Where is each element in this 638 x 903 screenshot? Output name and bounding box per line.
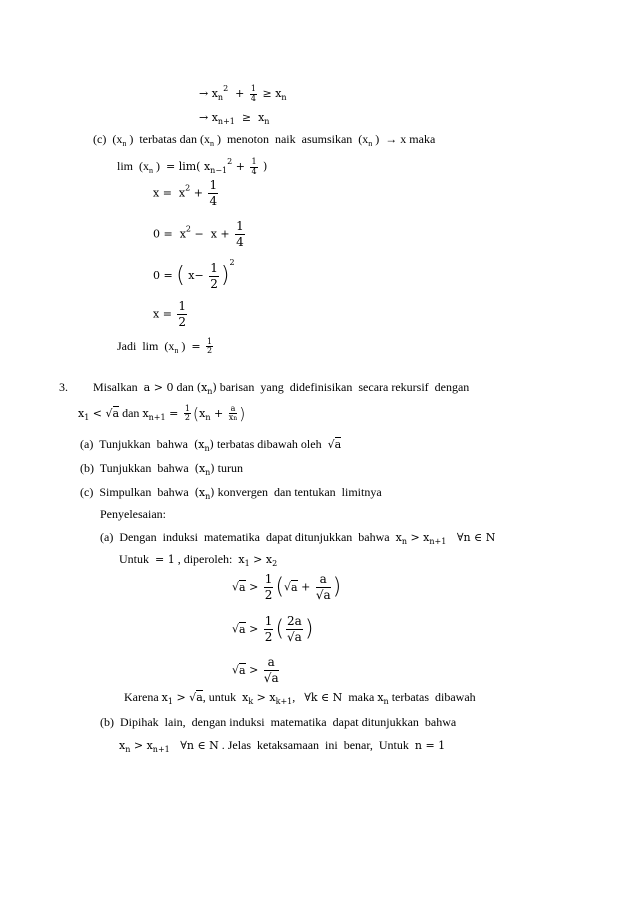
recursive-definition: $x_1 < √a$ dan $x_{n+1}$ = $\frac{1}{2}$ ($x_n$ + $\frac{a}{xn}$ ) <box>78 403 246 423</box>
question-a: (a) Tunjukkan bahwa $(x_n)$ terbatas dibawah oleh √a <box>80 437 342 453</box>
solution-b: (b) Dipihak lain, dengan induksi matematika dapat ditunjukkan bahwa <box>100 715 457 729</box>
lim-equation: $\lim (x_n$ ) = lim( $x_{n-1}^2$ + $\frac{1}{4}$ ) <box>117 157 268 176</box>
conclusion-jadi: Jadi $\lim (x_n$ ) = $\frac{1}{2}$ <box>117 337 213 356</box>
solution-a: (a) Dengan induksi matematika dapat ditunjukkan bahwa $x_n > x_{n+1}$ ∀n ∈ N <box>100 530 496 546</box>
karena-line: Karena $x_1 > √a$, untuk $x_k > x_{k+1}$, ∀k ∈ N maka $x_n$ terbatas dibawah <box>124 690 476 706</box>
question-c: (c) Simpulkan bahwa $(x_n)$ konvergen dan tentukan limitnya <box>80 485 382 501</box>
equation-square-form: 0 = ( x− $\frac{1}{2}$ )$^2$ <box>153 258 235 291</box>
untuk-line: Untuk = 1 , diperoleh: $x_1 > x_2$ <box>119 552 278 568</box>
equation-zero-eq: $0 = x^2 - x$ + $\frac{1}{4}$ <box>153 219 244 249</box>
item-c-statement: (c) ($x_n$ ) terbatas dan ($x_n$ ) menoton naik asumsikan ($x_n$ ) → x maka <box>93 132 436 148</box>
line-xn-squared: → $x_n^2$ + $\frac{1}{4}$ ≥ $x_n$ <box>199 84 287 103</box>
line-xn-plus-one: → $x_{n+1} \ge x_n$ <box>199 111 270 126</box>
step-two: √a > $\frac{1}{2}$ ( $\frac{2a}{√a}$ ) <box>232 614 314 644</box>
penyelesaian-heading: Penyelesaian: <box>100 507 166 521</box>
question-b: (b) Tunjukkan bahwa $(x_n)$ turun <box>80 461 243 477</box>
equation-x-eq: $x = x^2$ + $\frac{1}{4}$ <box>153 178 218 208</box>
problem-number: 3. <box>59 380 68 394</box>
step-one: √a > $\frac{1}{2}$ (√a + $\frac{a}{√a}$ ) <box>232 572 342 602</box>
problem-intro: Misalkan a > 0 dan $(x_n)$ barisan yang didefinisikan secara rekursif dengan <box>93 380 470 396</box>
equation-x-half: x = $\frac{1}{2}$ <box>153 299 187 329</box>
step-three: √a > $\frac{a}{√a}$ <box>232 655 279 685</box>
solution-b-continued: $x_n > x_{n+1}$ ∀n ∈ N . Jelas ketaksamaan ini benar, Untuk n = 1 <box>119 738 446 754</box>
